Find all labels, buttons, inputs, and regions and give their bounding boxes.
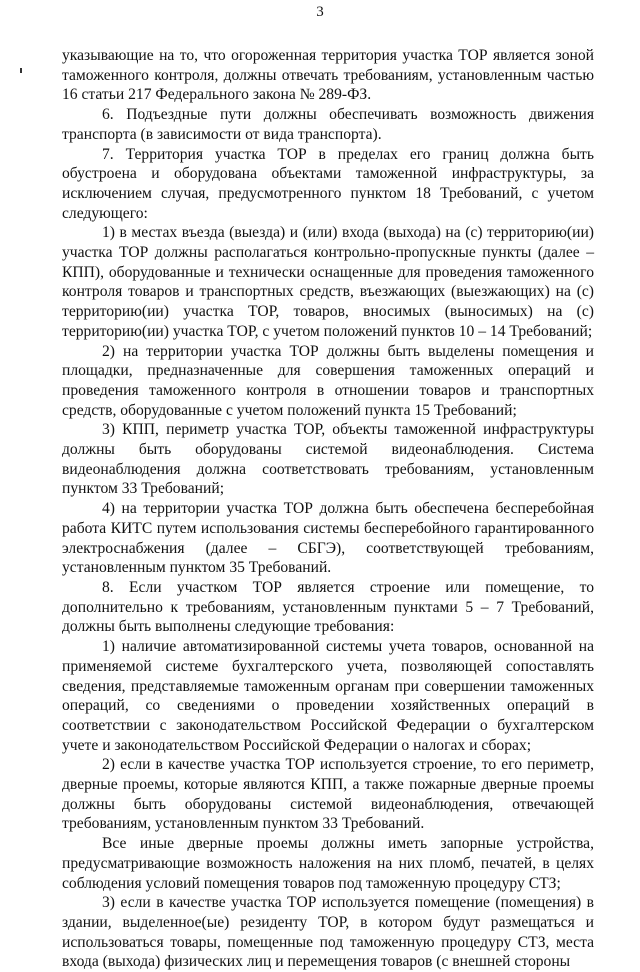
paragraph-continuation: указывающие на то, что огороженная территория участка ТОР является зоной таможенного контроля, должны отвечать требованиям, установленным частью 16 статьи 217 Федерального закона № 289-ФЗ. bbox=[62, 47, 594, 104]
document-body bbox=[62, 46, 594, 972]
paragraph-8-item-2: 2) если в качестве участка ТОР используется строение, то его периметр, дверные проемы, которые являются КПП, а также пожарные дверные проемы должны быть оборудованы системой видеонаблюдения, отвечающей требованиям, установленным пунктом 33 Требований. bbox=[62, 756, 594, 833]
paragraph-7-item-1: 1) в местах въезда (выезда) и (или) входа (выхода) на (с) территорию(ии) участка ТОР должны располагаться контрольно-пропускные пункты (далее – КПП), оборудованные и технически оснащенные для проведения таможенного контроля товаров и транспортных средств, въезжающих (выезжающих) на (с) территорию(ии) участка ТОР, товаров, вносимых (выносимых) на (с) территорию(ии) участка ТОР, с учетом положений пунктов 10 – 14 Требований; bbox=[62, 224, 594, 340]
paragraph-8-item-3: 3) если в качестве участка ТОР используется помещение (помещения) в здании, выделенное(ые) резиденту ТОР, в котором будут размещаться и использоваться товары, помещенные под таможенную процедуру СТЗ, места входа (выхода) физических лиц и перемещения товаров (с внешней стороны bbox=[62, 894, 594, 971]
paragraph-7: 7. Территория участка ТОР в пределах его границ должна быть обустроена и оборудована объектами таможенной инфраструктуры, за исключением случая, предусмотренного пунктом 18 Требований, с учетом следующего: bbox=[62, 145, 594, 222]
paragraph-7-item-3: 3) КПП, периметр участка ТОР, объекты таможенной инфраструктуры должны быть оборудованы системой видеонаблюдения. Система видеонаблюдения должна соответствовать требованиям, установленным пунктом 33 Требований; bbox=[62, 421, 594, 498]
paragraph-7-item-4: 4) на территории участка ТОР должна быть обеспечена бесперебойная работа КИТС путем использования системы бесперебойного гарантированного электроснабжения (далее – СБГЭ), соответствующей требованиям, установленным пунктом 35 Требований. bbox=[62, 500, 594, 577]
paragraph-8-item-1: 1) наличие автоматизированной системы учета товаров, основанной на применяемой системе бухгалтерского учета, позволяющей сопоставлять сведения, представляемые таможенным органам при совершении таможенных операций, со сведениями о проведении хозяйственных операций в соответствии с законодательством Российской Федерации о бухгалтерском учете и законодательством Российской Федерации о налогах и сборах; bbox=[62, 638, 594, 754]
paragraph-8-item-2-continued: Все иные дверные проемы должны иметь запорные устройства, предусматривающие возможность наложения на них пломб, печатей, в целях соблюдения условий помещения товаров под таможенную процедуру СТЗ; bbox=[62, 835, 594, 892]
paragraph-8: 8. Если участком ТОР является строение или помещение, то дополнительно к требованиям, установленным пунктами 5 – 7 Требований, должны быть выполнены следующие требования: bbox=[62, 578, 594, 636]
paragraph-7-item-2: 2) на территории участка ТОР должны быть выделены помещения и площадки, предназначенные для совершения таможенных операций и проведения таможенного контроля в отношении товаров и транспортных средств, оборудованные с учетом положений пункта 15 Требований; bbox=[62, 342, 594, 419]
paragraph-6: 6. Подъездные пути должны обеспечивать возможность движения транспорта (в зависимости от вида транспорта). bbox=[62, 106, 594, 143]
page-number: 3 bbox=[316, 4, 324, 20]
margin-mark bbox=[20, 68, 22, 73]
